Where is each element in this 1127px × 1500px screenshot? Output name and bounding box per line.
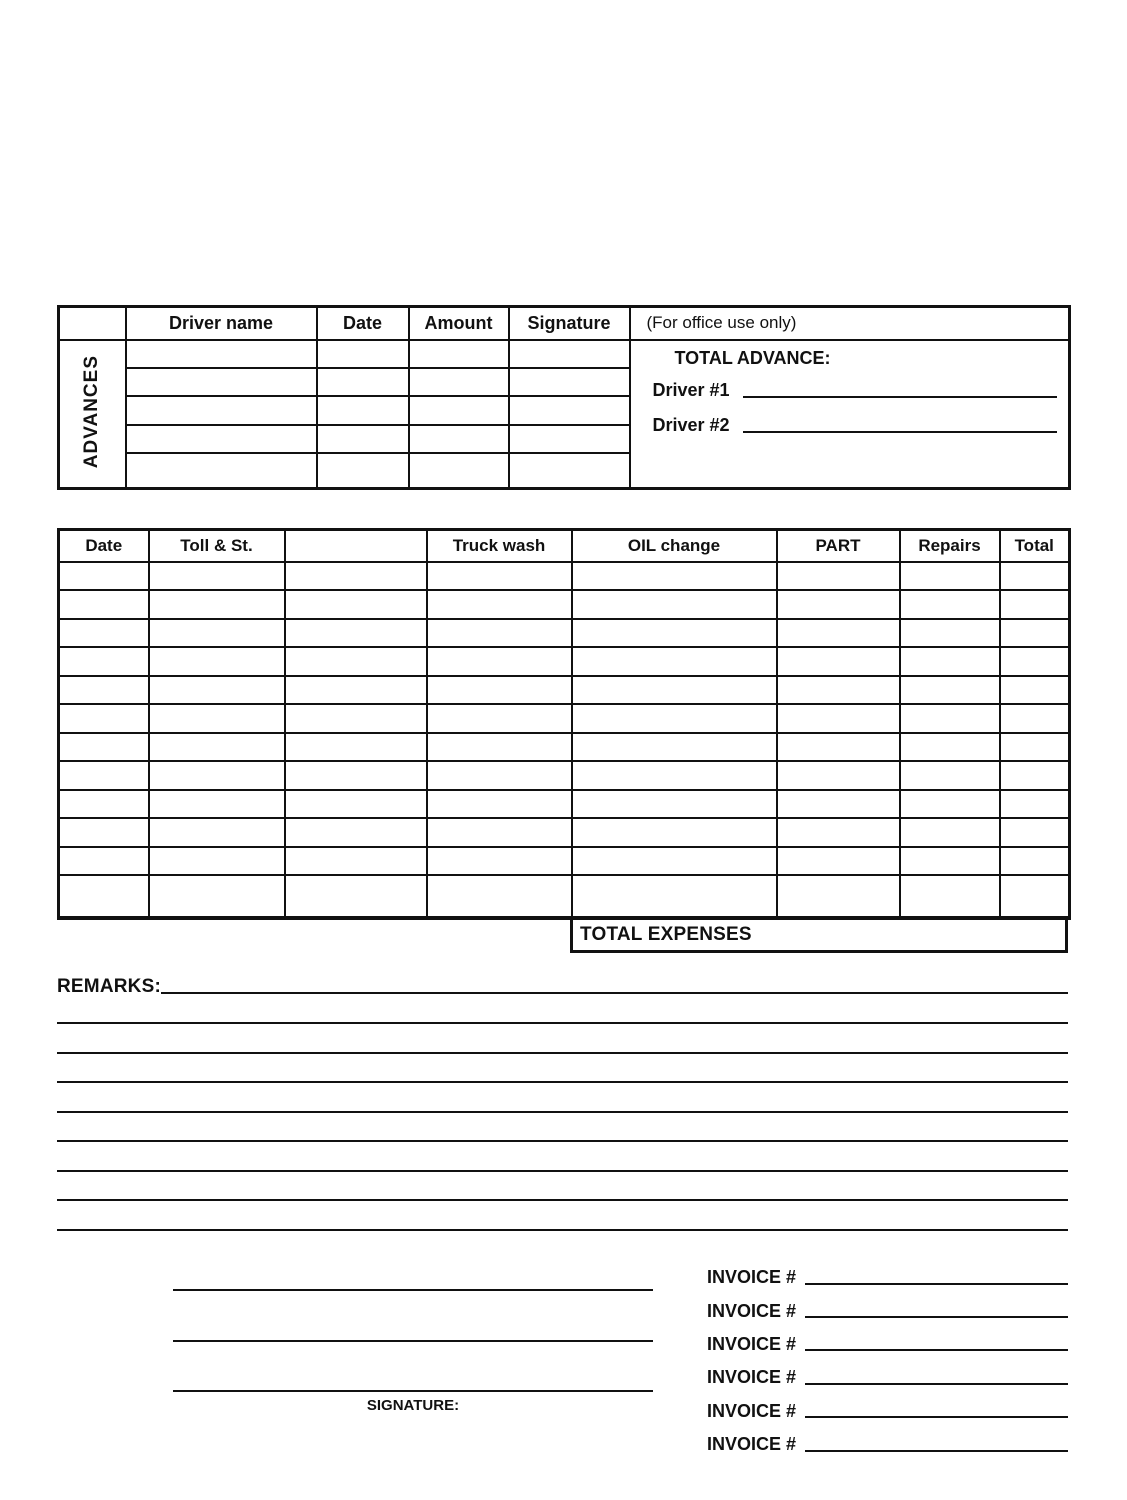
expense-cell[interactable] [777,562,900,591]
column-header-toll-st: Toll & St. [149,530,285,562]
expense-cell[interactable] [285,847,427,876]
invoice-number-line[interactable] [805,1339,1068,1351]
expense-cell[interactable] [1000,619,1070,648]
advance-cell[interactable] [126,425,317,453]
invoice-label: INVOICE # [707,1267,797,1288]
invoice-row [707,1395,1068,1428]
expense-row [59,818,1070,847]
advance-cell[interactable] [317,425,409,453]
invoice-label: INVOICE # [707,1367,797,1388]
expenses-table [57,528,1071,920]
invoice-row [707,1261,1068,1294]
advance-cell[interactable] [317,453,409,489]
expense-cell[interactable] [900,647,1000,676]
invoice-row [707,1361,1068,1394]
expense-cell[interactable] [427,676,572,705]
remarks-first-line[interactable] [161,982,1068,994]
expense-cell[interactable] [149,619,285,648]
signature-line[interactable] [173,1340,653,1342]
expense-cell[interactable] [149,562,285,591]
expense-cell[interactable] [59,562,149,591]
expense-cell[interactable] [1000,562,1070,591]
column-header-date: Date [317,307,409,340]
expense-cell[interactable] [900,619,1000,648]
expense-cell[interactable] [285,875,427,918]
invoice-label: INVOICE # [707,1434,797,1455]
driver-1-row [653,378,1058,404]
expense-cell[interactable] [59,761,149,790]
expense-cell[interactable] [777,733,900,762]
expense-row [59,790,1070,819]
total-advance-label: TOTAL ADVANCE: [674,347,831,368]
expense-cell[interactable] [900,704,1000,733]
expense-row [59,619,1070,648]
advance-cell[interactable] [409,396,509,424]
expense-cell[interactable] [427,733,572,762]
expense-cell[interactable] [1000,790,1070,819]
expense-cell[interactable] [149,847,285,876]
invoice-row [707,1294,1068,1327]
invoice-number-line[interactable] [805,1373,1068,1385]
expense-cell[interactable] [59,790,149,819]
signature-line[interactable] [173,1289,653,1291]
expense-cell[interactable] [1000,733,1070,762]
advance-cell[interactable] [409,425,509,453]
expense-row [59,562,1070,591]
expense-cell[interactable] [900,875,1000,918]
expense-cell[interactable] [777,590,900,619]
expense-cell[interactable] [285,676,427,705]
column-header-part: PART [777,530,900,562]
expense-cell[interactable] [572,562,777,591]
expense-cell[interactable] [572,761,777,790]
remarks-ruled-line[interactable] [57,1170,1068,1172]
expense-cell[interactable] [59,590,149,619]
expense-cell[interactable] [149,790,285,819]
expense-cell[interactable] [900,818,1000,847]
expense-cell[interactable] [572,676,777,705]
expense-cell[interactable] [1000,818,1070,847]
advance-cell[interactable] [126,453,317,489]
expense-cell[interactable] [149,590,285,619]
expense-row [59,733,1070,762]
expense-cell[interactable] [427,847,572,876]
expense-cell[interactable] [572,818,777,847]
expense-cell[interactable] [572,875,777,918]
total-expenses-box[interactable] [570,920,1068,953]
expense-cell[interactable] [1000,761,1070,790]
expense-cell[interactable] [149,704,285,733]
expense-cell[interactable] [777,847,900,876]
expense-cell[interactable] [285,818,427,847]
expense-cell[interactable] [900,590,1000,619]
advance-cell[interactable] [509,396,630,424]
advances-side-cell [59,340,126,489]
remarks-ruled-line[interactable] [57,1140,1068,1142]
expense-cell[interactable] [427,619,572,648]
invoice-number-line[interactable] [805,1440,1068,1452]
expense-cell[interactable] [285,761,427,790]
expense-cell[interactable] [427,590,572,619]
advance-cell[interactable] [126,396,317,424]
advances-header-row [59,307,1070,340]
remarks-ruled-line[interactable] [57,1229,1068,1231]
expense-cell[interactable] [1000,590,1070,619]
expense-cell[interactable] [285,562,427,591]
driver-2-total-line[interactable] [743,421,1058,433]
expense-cell[interactable] [149,761,285,790]
expense-cell[interactable] [572,847,777,876]
expense-cell[interactable] [285,790,427,819]
expense-row [59,676,1070,705]
expense-cell[interactable] [427,818,572,847]
remarks-ruled-line[interactable] [57,1199,1068,1201]
total-expenses-label: TOTAL EXPENSES [580,924,752,945]
advance-cell[interactable] [126,368,317,396]
expense-cell[interactable] [900,847,1000,876]
advance-row [59,340,1070,368]
column-header-total: Total [1000,530,1070,562]
expense-row [59,704,1070,733]
expense-cell[interactable] [427,647,572,676]
driver-2-row [653,413,1058,439]
expense-cell[interactable] [59,619,149,648]
column-header-signature: Signature [509,307,630,340]
driver-2-label: Driver #2 [652,415,730,435]
expense-cell[interactable] [149,818,285,847]
advance-cell-amount[interactable] [409,340,509,368]
expense-cell[interactable] [59,847,149,876]
signature-line[interactable] [173,1390,653,1392]
advances-corner-cell [59,307,126,340]
expense-row [59,875,1070,918]
expense-cell[interactable] [777,619,900,648]
expense-cell[interactable] [572,619,777,648]
expense-cell[interactable] [777,790,900,819]
driver-1-total-line[interactable] [743,386,1058,398]
invoice-row [707,1428,1068,1461]
invoice-number-line[interactable] [805,1406,1068,1418]
expense-row [59,847,1070,876]
remarks-ruled-line[interactable] [57,1081,1068,1083]
expense-cell[interactable] [427,790,572,819]
advance-cell-driver-name[interactable] [126,340,317,368]
advance-cell-date[interactable] [317,340,409,368]
advance-cell[interactable] [409,368,509,396]
expense-cell[interactable] [1000,847,1070,876]
invoice-label: INVOICE # [707,1333,797,1354]
expense-cell[interactable] [285,733,427,762]
expense-cell[interactable] [59,875,149,918]
expense-cell[interactable] [900,761,1000,790]
invoice-number-line[interactable] [805,1306,1068,1318]
expense-cell[interactable] [149,875,285,918]
expense-cell[interactable] [427,562,572,591]
office-use-panel [630,340,1070,489]
expense-cell[interactable] [285,704,427,733]
column-header-driver-name: Driver name [126,307,317,340]
expense-row [59,647,1070,676]
expense-cell[interactable] [572,704,777,733]
advances-side-label: ADVANCES [81,354,103,468]
expense-cell[interactable] [572,590,777,619]
expense-cell[interactable] [59,647,149,676]
expense-cell[interactable] [572,647,777,676]
expense-cell[interactable] [900,562,1000,591]
advance-cell-signature[interactable] [509,340,630,368]
expense-cell[interactable] [777,676,900,705]
expense-cell[interactable] [1000,704,1070,733]
expense-cell[interactable] [285,619,427,648]
expense-cell[interactable] [149,676,285,705]
office-use-header: (For office use only) [630,307,1070,340]
invoice-row [707,1328,1068,1361]
expense-cell[interactable] [59,676,149,705]
expense-cell[interactable] [777,761,900,790]
column-header-repairs: Repairs [900,530,1000,562]
advance-cell[interactable] [317,368,409,396]
advance-cell[interactable] [509,453,630,489]
expense-cell[interactable] [427,761,572,790]
expense-cell[interactable] [285,647,427,676]
expenses-header-row [59,530,1070,562]
expense-cell[interactable] [427,875,572,918]
expense-cell[interactable] [427,704,572,733]
remarks-ruled-line[interactable] [57,1111,1068,1113]
signature-label: SIGNATURE: [366,1397,460,1414]
expense-cell[interactable] [59,704,149,733]
expense-cell[interactable] [572,790,777,819]
invoice-label: INVOICE # [707,1400,797,1421]
driver-1-label: Driver #1 [652,380,730,400]
expense-cell[interactable] [1000,875,1070,918]
expense-cell[interactable] [149,733,285,762]
column-header-date: Date [59,530,149,562]
expense-cell[interactable] [285,590,427,619]
advance-cell[interactable] [509,368,630,396]
invoice-block [707,1261,1068,1461]
column-header-truck-wash: Truck wash [427,530,572,562]
invoice-number-line[interactable] [805,1273,1068,1285]
expense-cell[interactable] [1000,676,1070,705]
expense-cell[interactable] [149,647,285,676]
expense-row [59,590,1070,619]
column-header-blank [285,530,427,562]
remarks-row [57,977,1068,997]
advance-cell[interactable] [317,396,409,424]
expense-row [59,761,1070,790]
invoice-label: INVOICE # [707,1300,797,1321]
column-header-amount: Amount [409,307,509,340]
expense-cell[interactable] [777,818,900,847]
expense-cell[interactable] [59,733,149,762]
expense-cell[interactable] [777,704,900,733]
expense-cell[interactable] [900,733,1000,762]
remarks-label: REMARKS: [57,976,161,997]
advance-cell[interactable] [509,425,630,453]
expense-cell[interactable] [1000,647,1070,676]
expense-cell[interactable] [777,647,900,676]
column-header-oil-change: OIL change [572,530,777,562]
expense-cell[interactable] [777,875,900,918]
remarks-ruled-line[interactable] [57,1052,1068,1054]
expense-cell[interactable] [572,733,777,762]
remarks-ruled-line[interactable] [57,1022,1068,1024]
expense-cell[interactable] [900,676,1000,705]
expense-cell[interactable] [900,790,1000,819]
advance-cell[interactable] [409,453,509,489]
advances-table [57,305,1071,490]
expense-cell[interactable] [59,818,149,847]
